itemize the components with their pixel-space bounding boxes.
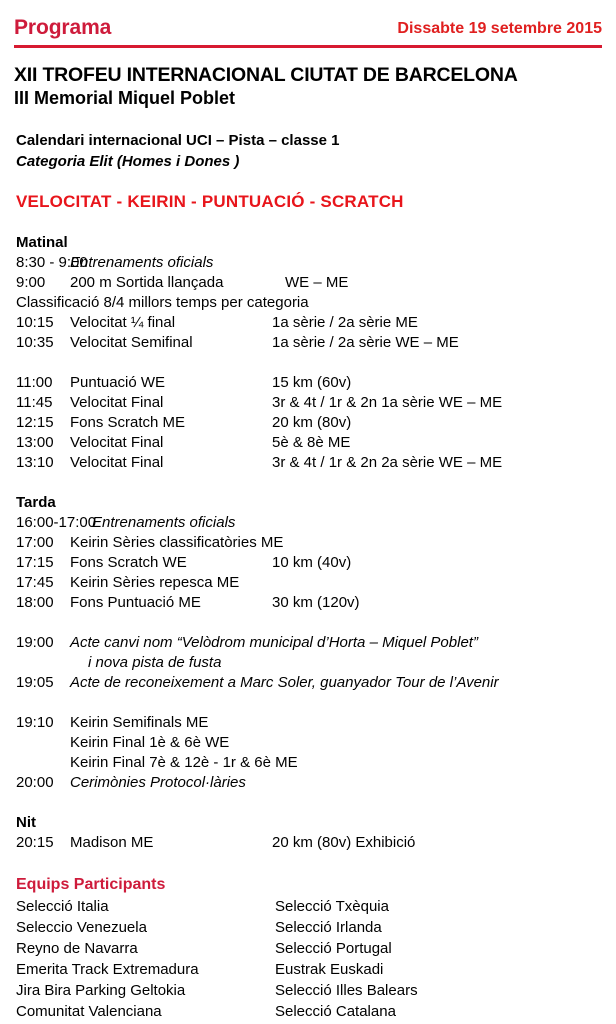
row-detail: 1a sèrie / 2a sèrie ME [272, 314, 418, 331]
row-time: 17:45 [16, 574, 54, 591]
row-event: Entrenaments oficials [70, 254, 214, 271]
event-title-primary: XII TROFEU INTERNACIONAL CIUTAT DE BARCELONA [14, 64, 518, 86]
row-event: Keirin Sèries classificatòries ME [70, 534, 284, 551]
row-event: i nova pista de fusta [88, 654, 222, 671]
schedule-row [0, 573, 616, 593]
row-event: Madison ME [70, 834, 154, 851]
team-row [0, 896, 616, 917]
schedule-row [0, 673, 616, 693]
row-time: 11:00 [16, 374, 53, 391]
team-name: Jira Bira Parking Geltokia [16, 982, 186, 999]
team-name: Seleccio Venezuela [16, 919, 147, 936]
schedule-row [0, 593, 616, 613]
team-row [0, 938, 616, 959]
category-label: Categoria Elit (Homes i Dones ) [16, 153, 240, 170]
row-detail: WE – ME [285, 274, 349, 291]
row-time: 19:05 [16, 674, 54, 691]
row-time: 19:00 [16, 634, 54, 651]
row-time: 12:15 [16, 414, 54, 431]
team-name: Selecció Portugal [275, 940, 392, 957]
event-title-block [14, 64, 604, 109]
row-event: Keirin Final 1è & 6è WE [70, 734, 230, 751]
row-detail: 20 km (80v) [272, 414, 352, 431]
team-name: Selecció Txèquia [275, 898, 389, 915]
calendar-classification-label: Calendari internacional UCI – Pista – classe 1 [16, 132, 340, 149]
schedule-row [0, 653, 616, 673]
section-heading-nit: Nit [16, 814, 36, 831]
row-detail: 5è & 8è ME [272, 434, 351, 451]
team-name: Comunitat Valenciana [16, 1003, 162, 1020]
row-time: 17:15 [16, 554, 54, 571]
row-event: Classificació 8/4 millors temps per categoria [16, 294, 309, 311]
schedule-table [0, 233, 616, 853]
team-row [0, 959, 616, 980]
row-detail: 3r & 4t / 1r & 2n 2a sèrie WE – ME [272, 454, 503, 471]
schedule-gap [0, 353, 616, 373]
schedule-row [0, 293, 616, 313]
schedule-row [0, 273, 616, 293]
header-divider-rule [14, 45, 602, 48]
row-time: 13:00 [16, 434, 54, 451]
row-time: 17:00 [16, 534, 54, 551]
team-name: Emerita Track Extremadura [16, 961, 199, 978]
team-name: Selecció Illes Balears [275, 982, 418, 999]
row-detail: 30 km (120v) [272, 594, 360, 611]
schedule-row [0, 713, 616, 733]
disciplines-label: VELOCITAT - KEIRIN - PUNTUACIÓ - SCRATCH [16, 192, 404, 211]
team-name: Selecció Catalana [275, 1003, 396, 1020]
event-subtitle-block [16, 130, 606, 172]
schedule-row [0, 633, 616, 653]
row-time: 18:00 [16, 594, 54, 611]
row-event: Keirin Semifinals ME [70, 714, 209, 731]
schedule-gap [0, 693, 616, 713]
team-name: Eustrak Euskadi [275, 961, 384, 978]
row-event: Velocitat Semifinal [70, 334, 193, 351]
row-event: Acte canvi nom “Velòdrom municipal d’Horta – Miquel Poblet” [70, 634, 478, 651]
section-heading-tarda: Tarda [16, 494, 56, 511]
team-name: Selecció Italia [16, 898, 109, 915]
row-time: 16:00-17:00 [16, 514, 97, 531]
schedule-row [0, 313, 616, 333]
schedule-row [0, 413, 616, 433]
row-event: Entrenaments oficials [92, 514, 236, 531]
schedule-row [0, 733, 616, 753]
row-time: 10:35 [16, 334, 54, 351]
schedule-row [0, 833, 616, 853]
team-name: Selecció Irlanda [275, 919, 382, 936]
row-time: 8:30 - 9:00 [16, 254, 88, 271]
section-heading-matinal: Matinal [16, 234, 68, 251]
row-time: 20:15 [16, 834, 54, 851]
schedule-row [0, 393, 616, 413]
teams-list [0, 896, 616, 1022]
row-event: Velocitat Final [70, 434, 164, 451]
schedule-row [0, 533, 616, 553]
schedule-gap [0, 613, 616, 633]
schedule-gap [0, 473, 616, 493]
event-title-secondary: III Memorial Miquel Poblet [14, 88, 236, 108]
row-event: Fons Scratch ME [70, 414, 186, 431]
row-event: Keirin Final 7è & 12è - 1r & 6è ME [70, 754, 298, 771]
schedule-row [0, 773, 616, 793]
schedule-row [0, 333, 616, 353]
row-detail: 20 km (80v) Exhibició [272, 834, 416, 851]
row-event: Velocitat Final [70, 454, 164, 471]
teams-section-heading: Equips Participants [16, 876, 166, 893]
schedule-gap [0, 793, 616, 813]
header-date-label: Dissabte 19 setembre 2015 [397, 20, 602, 37]
row-event: Fons Puntuació ME [70, 594, 201, 611]
team-name: Reyno de Navarra [16, 940, 138, 957]
header-program-label: Programa [14, 16, 112, 39]
schedule-row [0, 753, 616, 773]
row-time: 10:15 [16, 314, 54, 331]
row-event: Velocitat Final [70, 394, 164, 411]
team-row [0, 1001, 616, 1022]
team-row [0, 980, 616, 1001]
schedule-row [0, 553, 616, 573]
row-time: 13:10 [16, 454, 54, 471]
row-event: Fons Scratch WE [70, 554, 187, 571]
row-event: Keirin Sèries repesca ME [70, 574, 240, 591]
schedule-row [0, 513, 616, 533]
row-event: Puntuació WE [70, 374, 166, 391]
row-time: 19:10 [16, 714, 54, 731]
row-time: 20:00 [16, 774, 54, 791]
row-event: Cerimònies Protocol·làries [70, 774, 246, 791]
schedule-row [0, 373, 616, 393]
row-detail: 10 km (40v) [272, 554, 352, 571]
row-event: Acte de reconeixement a Marc Soler, guanyador Tour de l’Avenir [70, 674, 499, 691]
schedule-row [0, 433, 616, 453]
team-row [0, 917, 616, 938]
row-time: 11:45 [16, 394, 53, 411]
row-detail: 15 km (60v) [272, 374, 352, 391]
row-detail: 3r & 4t / 1r & 2n 1a sèrie WE – ME [272, 394, 503, 411]
row-event: Velocitat ¼ final [70, 314, 176, 331]
row-event: 200 m Sortida llançada [70, 274, 224, 291]
row-time: 9:00 [16, 274, 46, 291]
schedule-row [0, 453, 616, 473]
schedule-row [0, 253, 616, 273]
row-detail: 1a sèrie / 2a sèrie WE – ME [272, 334, 459, 351]
